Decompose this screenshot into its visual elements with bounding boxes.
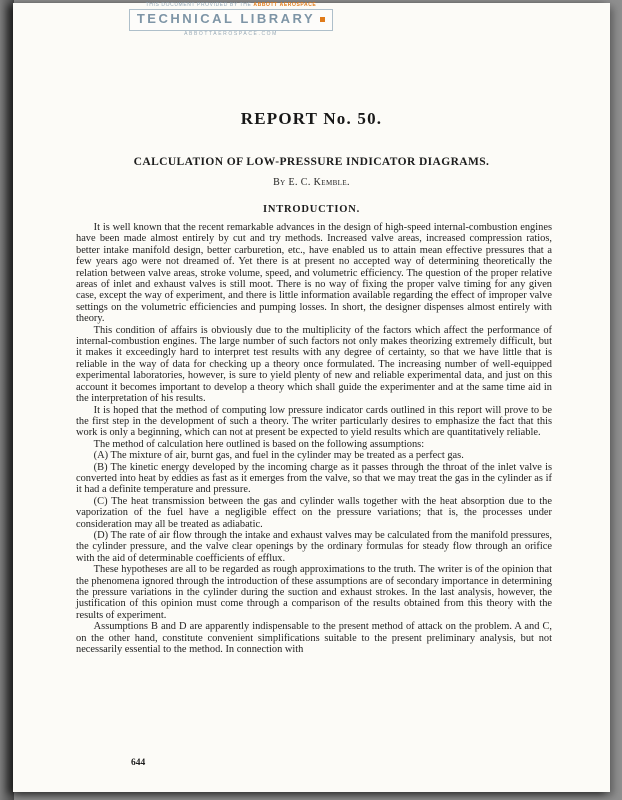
paragraph: Assumptions B and D are apparently indispensable to the present method of attack on the problem. A and C, on the other hand, constitute convenient simplifications suitable to the present preliminary analysis, but not necessarily essential to the method. In connection with <box>76 621 552 656</box>
paragraph: This condition of affairs is obviously due to the multiplicity of the factors which affect the performance of internal-combustion engines. The large number of such factors not only makes theorizing extremely difficult, but it makes it exceedingly hard to interpret test results with any degree of certainty, so that we have little that is reliable in the way of data for checking up a theory once formulated. The increasing number of well-equipped experimental laboratories, however, is sure to yield plenty of new and reliable experimental data, and just on this account it becomes important to develop a theory which shall guide the experimenter and at the same time aid in the interpretation of his results. <box>76 324 552 405</box>
paragraph: It is hoped that the method of computing low pressure indicator cards outlined in this report will prove to be the first step in the development of such a theory. The writer particularly desires to emphasize the fact that this work is only a beginning, which can not at present be expected to yield results which are quantitatively reliable. <box>76 404 552 439</box>
assumption-paragraph: (C) The heat transmission between the gas and cylinder walls together with the heat absorption due to the vaporization of the fuel have a negligible effect on the pressure variations; that is, the processes under consideration may all be treated as adiabatic. <box>76 495 552 530</box>
report-title: REPORT No. 50. <box>240 109 383 128</box>
scan-spine-shadow <box>0 0 14 800</box>
byline: By E. C. Kemble. <box>273 177 350 188</box>
document-body <box>76 222 552 655</box>
section-heading: INTRODUCTION. <box>262 204 361 215</box>
subject-title: CALCULATION OF LOW-PRESSURE INDICATOR DIAGRAMS. <box>133 156 490 168</box>
assumption-paragraph: (B) The kinetic energy developed by the incoming charge as it passes through the throat of the inlet valve is converted into heat by eddies as fast as it emerges from the valve, so that we may treat the gas in the cylinder as if it had a definite temperature and pressure. <box>76 461 552 496</box>
document-page <box>13 3 610 792</box>
watermark-title <box>129 9 333 30</box>
watermark-url: ABBOTTAEROSPACE.COM <box>184 30 278 37</box>
watermark-tagline-prefix: THIS DOCUMENT PROVIDED BY THE <box>145 2 252 8</box>
watermark-title-text: TECHNICAL LIBRARY <box>136 11 316 27</box>
assumption-paragraph: (A) The mixture of air, burnt gas, and fuel in the cylinder may be treated as a perfect gas. <box>93 450 464 462</box>
watermark-brand: ABBOTT AEROSPACE <box>253 2 317 8</box>
paragraph: These hypotheses are all to be regarded as rough approximations to the truth. The writer is of the opinion that the phenomena ignored through the introduction of these assumptions are of secondary importance in determining the pressure variations in the cylinder during the suction and exhaust strokes. In the last analysis, however, the justification of this opinion must come through a comparison of the results obtained from this theory with the results of experiment. <box>76 564 552 621</box>
watermark-accent-square <box>320 17 325 22</box>
assumption-paragraph: (D) The rate of air flow through the intake and exhaust valves may be calculated from the manifold pressures, the cylinder pressure, and the valve clear openings by the ordinary formulas for steady flow through an orifice with the aid of determinable coefficients of efflux. <box>76 529 552 564</box>
paragraph: It is well known that the recent remarkable advances in the design of high-speed internal-combustion engines have been made almost entirely by cut and try methods. Increased valve areas, increased compression ratios, better intake manifold design, better carburetion, etc., have enabled us to attain mean effective pressures that a few years ago were not dreamed of. Yet there is at present no accepted way of determining theoretically the relation between valve areas, stroke volume, speed, and volumetric efficiency. The question of the proper relative areas of inlet and exhaust valves is still moot. There is no way of fixing the proper valve timing for any given case, except the way of experiment, and there is little information available regarding the effect of improper valve settings on the volumetric efficiencies and pumping losses. In short, the designer dispenses almost entirely with theory. <box>76 222 552 325</box>
paragraph: The method of calculation here outlined is based on the following assumptions: <box>93 438 425 450</box>
page-number: 644 <box>131 758 146 768</box>
library-watermark <box>100 2 362 37</box>
